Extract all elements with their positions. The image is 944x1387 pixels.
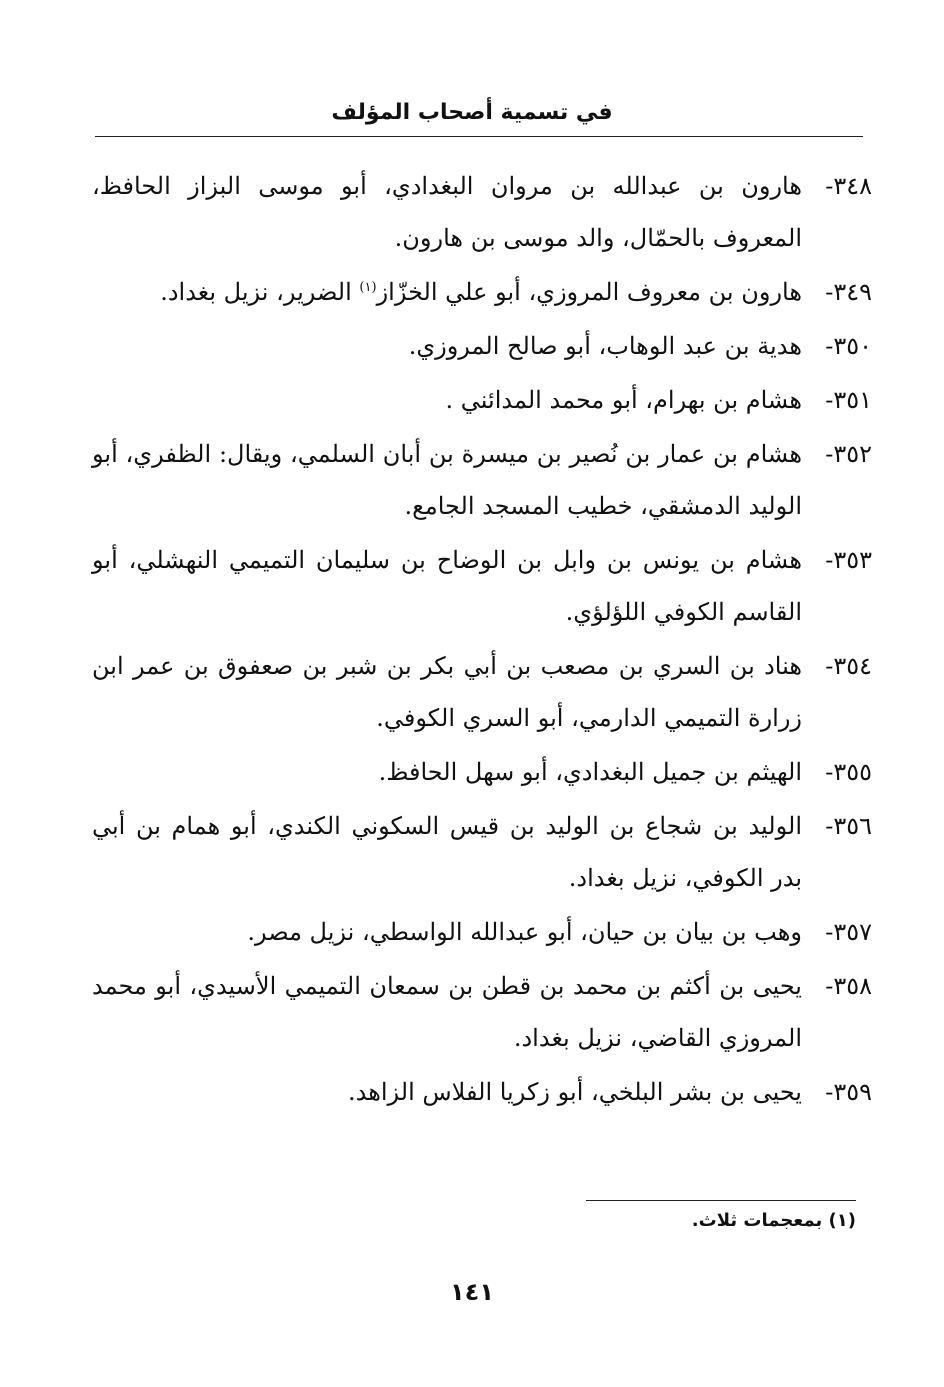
entry-text: هشام بن يونس بن وابل بن الوضاح بن سليمان التميمي النهشلي، أبو القاسم الكوفي اللؤلؤي.	[92, 546, 802, 626]
entry-357	[92, 906, 872, 958]
entry-number: ٣٥١-	[825, 386, 872, 414]
entries-list	[92, 160, 872, 1120]
entry-number: ٣٥٢-	[825, 440, 872, 468]
entry-number: ٣٤٩-	[825, 278, 872, 306]
entry-350	[92, 320, 872, 372]
footnote-rule	[586, 1200, 856, 1201]
entry-number: ٣٤٨-	[825, 172, 872, 200]
entry-349	[92, 266, 872, 318]
entry-358	[92, 960, 872, 1064]
entry-text: الوليد بن شجاع بن الوليد بن قيس السكوني الكندي، أبو همام بن أبي بدر الكوفي، نزيل بغداد.	[92, 812, 802, 892]
entry-text-part: هارون بن معروف المروزي، أبو علي الخزّاز	[376, 278, 802, 306]
entry-352	[92, 428, 872, 532]
entry-359	[92, 1066, 872, 1118]
entry-355	[92, 746, 872, 798]
entry-text: هشام بن بهرام، أبو محمد المدائني .	[445, 386, 802, 414]
running-head: في تسمية أصحاب المؤلف	[331, 100, 613, 125]
entry-text: هارون بن عبدالله بن مروان البغدادي، أبو موسى البزاز الحافظ، المعروف بالحمّال، والد موسى بن هارون.	[92, 172, 802, 252]
entry-text: الهيثم بن جميل البغدادي، أبو سهل الحافظ.	[378, 758, 802, 786]
footnote-marker[interactable]: (١)	[359, 280, 377, 295]
entry-text: هشام بن عمار بن نُصير بن ميسرة بن أبان السلمي، ويقال: الظفري، أبو الوليد الدمشقي، خطيب المسجد الجامع.	[92, 440, 802, 520]
page-number: ١٤١	[450, 1278, 494, 1306]
entry-text: يحيى بن بشر البلخي، أبو زكريا الفلاس الزاهد.	[347, 1078, 802, 1106]
entry-351	[92, 374, 872, 426]
entry-number: ٣٥٥-	[825, 758, 872, 786]
entry-text: هدية بن عبد الوهاب، أبو صالح المروزي.	[408, 332, 802, 360]
entry-number: ٣٥٣-	[825, 546, 872, 574]
entry-353	[92, 534, 872, 638]
footnote: (١) بمعجمات ثلاث.	[691, 1210, 856, 1231]
entry-text: يحيى بن أكثم بن محمد بن قطن بن سمعان التميمي الأسيدي، أبو محمد المروزي القاضي، نزيل بغداد.	[92, 972, 802, 1052]
entry-text-part: الضرير، نزيل بغداد.	[160, 278, 360, 306]
entry-text: هناد بن السري بن مصعب بن أبي بكر بن شبر بن صعفوق بن عمر ابن زرارة التميمي الدارمي، أبو السري الكوفي.	[92, 652, 802, 732]
entry-number: ٣٥٩-	[825, 1078, 872, 1106]
entry-number: ٣٥٦-	[825, 812, 872, 840]
entry-356	[92, 800, 872, 904]
entry-348	[92, 160, 872, 264]
entry-text: وهب بن بيان بن حيان، أبو عبدالله الواسطي، نزيل مصر.	[247, 918, 802, 946]
entry-354	[92, 640, 872, 744]
entry-text	[92, 266, 802, 318]
entry-number: ٣٥٤-	[825, 652, 872, 680]
entry-number: ٣٥٠-	[825, 332, 872, 360]
header-rule	[95, 136, 863, 137]
entry-number: ٣٥٧-	[825, 918, 872, 946]
entry-number: ٣٥٨-	[825, 972, 872, 1000]
